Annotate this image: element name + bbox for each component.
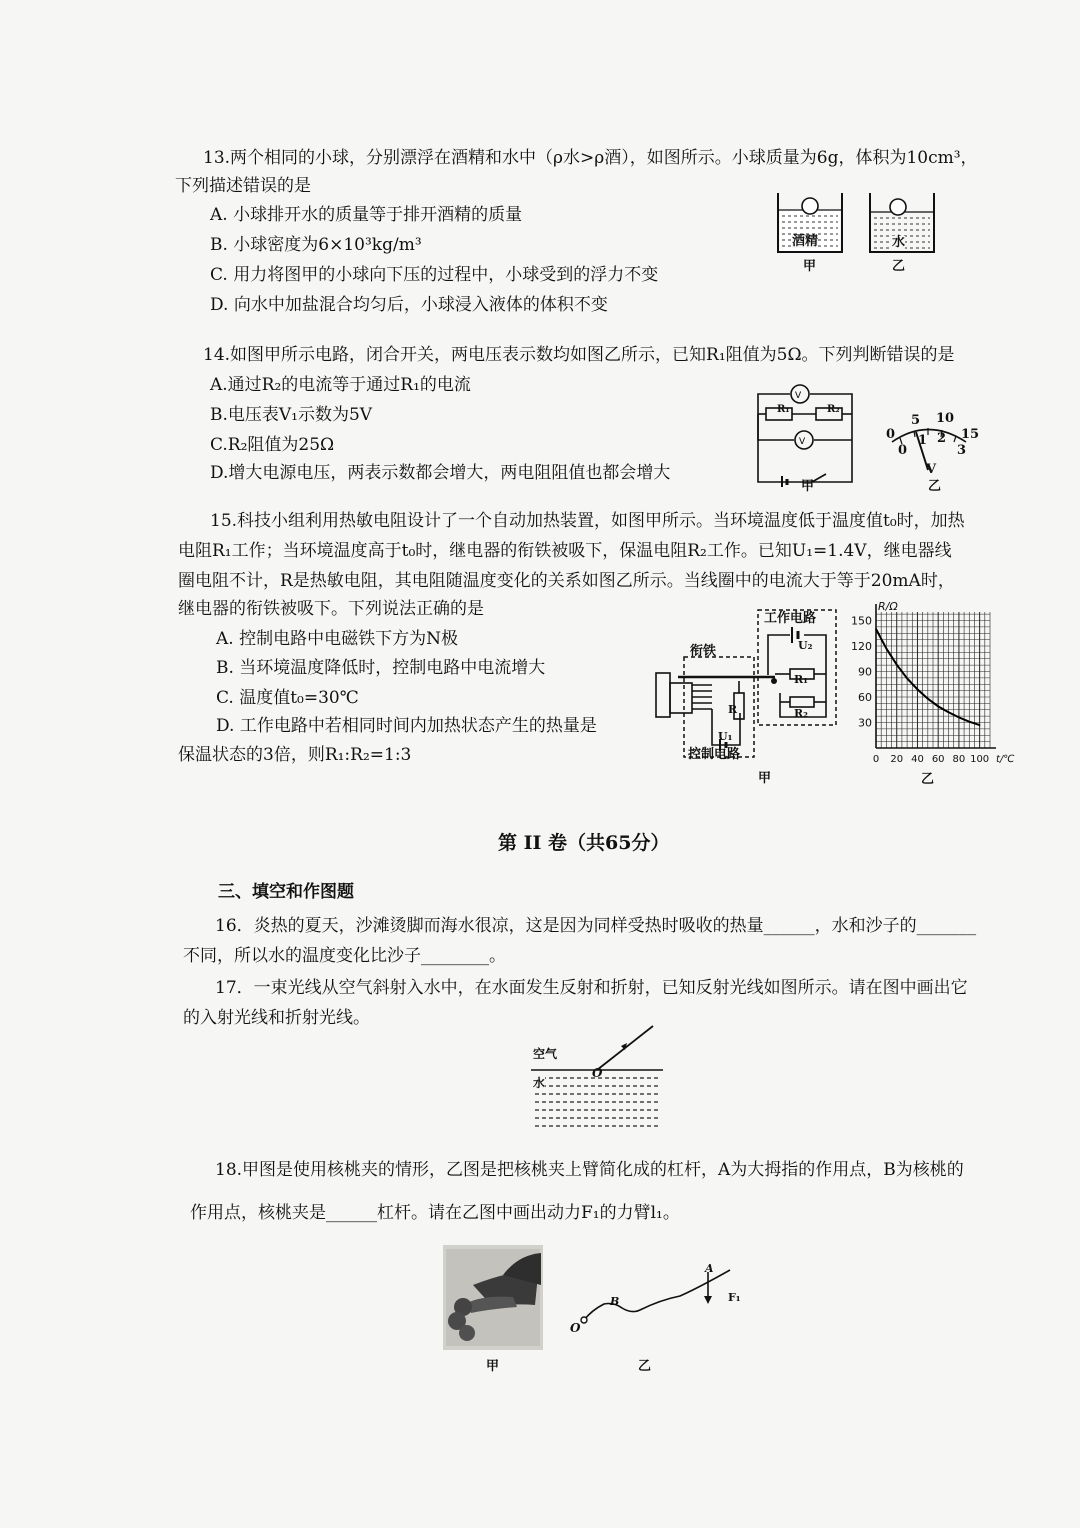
q15-r2-label: R₂ xyxy=(794,707,808,720)
chart-data-point xyxy=(906,678,908,680)
q15-option-c: C. 温度值t₀=30℃ xyxy=(216,688,359,708)
chart-x-axis-label: t/℃ xyxy=(996,754,1015,765)
q13-liquid-left-label: 酒精 xyxy=(792,234,819,249)
q15-line1: 15.科技小组利用热敏电阻设计了一个自动加热装置，如图甲所示。当环境温度低于温度值t₀时，加热 xyxy=(210,511,965,531)
q14-caption-right: 乙 xyxy=(928,479,942,494)
q16-line1: 16．炎热的夏天，沙滩烫脚而海水很凉，这是因为同样受热时吸收的热量______，水和沙子的_______ xyxy=(215,916,977,936)
q15-option-d: D. 工作电路中若相同时间内加热状态产生的热量是 xyxy=(216,716,597,736)
section-heading: 三、填空和作图题 xyxy=(218,882,354,902)
q14-r1-label: R₁ xyxy=(777,404,790,415)
chart-x-tick-label: 20 xyxy=(890,754,904,765)
chart-x-tick-label: 40 xyxy=(911,754,924,765)
q14-caption-left: 甲 xyxy=(801,479,815,494)
q14-scale-bottom-3: 3 xyxy=(957,443,967,458)
q15-caption-left: 甲 xyxy=(758,771,772,786)
q14-scale-bottom-1: 1 xyxy=(918,433,928,448)
chart-y-tick-label: 60 xyxy=(858,691,872,704)
q18-line1: 18.甲图是使用核桃夹的情形，乙图是把核桃夹上臂简化成的杠杆，A为大拇指的作用点，B为核桃的 xyxy=(215,1160,964,1180)
q14-option-c: C.R₂阻值为25Ω xyxy=(210,435,335,455)
q15-caption-right: 乙 xyxy=(921,772,935,787)
q18-pivot-o xyxy=(581,1317,587,1323)
q15-armature-label: 衔铁 xyxy=(690,644,717,659)
chart-data-point xyxy=(875,628,877,630)
chart-y-tick-label: 150 xyxy=(851,614,872,628)
chart-data-point xyxy=(979,724,981,726)
q17-line1: 17．一束光线从空气斜射入水中，在水面发生反射和折射，已知反射光线如图所示。请在图中画出它 xyxy=(215,978,968,998)
q18-b-label: B xyxy=(610,1295,620,1308)
q15-u1-label: U₁ xyxy=(718,730,733,743)
q13-ball-right xyxy=(890,199,906,215)
chart-data-point xyxy=(917,689,919,691)
q14-scale-bottom-2: 2 xyxy=(937,431,947,446)
q14-scale-top-10: 10 xyxy=(936,411,955,426)
q14-scale-bottom-0: 0 xyxy=(898,443,908,458)
q13-stem-line2: 下列描述错误的是 xyxy=(175,176,311,196)
q18-a-label: A xyxy=(705,1262,714,1275)
q14-option-b: B.电压表V₁示数为5V xyxy=(210,405,373,425)
svg-text:V: V xyxy=(799,437,806,447)
q13-option-d: D. 向水中加盐混合均匀后，小球浸入液体的体积不变 xyxy=(210,295,608,315)
chart-y-tick-label: 90 xyxy=(858,665,872,679)
q14-r2-label: R₂ xyxy=(827,404,840,415)
q15-option-b: B. 当环境温度降低时，控制电路中电流增大 xyxy=(216,658,546,678)
q18-caption-right: 乙 xyxy=(638,1359,652,1374)
q14-option-d: D.增大电源电压，两表示数都会增大，两电阻阻值也都会增大 xyxy=(210,463,671,483)
q18-o-label: O xyxy=(570,1321,581,1335)
q17-water-label: 水 xyxy=(533,1076,546,1090)
q13-caption-right: 乙 xyxy=(892,259,906,274)
q18-nutcracker-photo xyxy=(443,1245,543,1350)
q15-relay-circuit-figure xyxy=(650,605,840,765)
chart-data-point xyxy=(937,706,939,708)
chart-y-tick-label: 120 xyxy=(851,640,872,653)
q15-r-label: R xyxy=(728,703,738,716)
chart-data-point xyxy=(968,721,970,723)
q15-option-a: A. 控制电路中电磁铁下方为N极 xyxy=(216,629,458,649)
q14-dial-unit: V xyxy=(926,462,937,477)
svg-text:V: V xyxy=(795,391,802,401)
q18-caption-left: 甲 xyxy=(486,1359,500,1374)
q15-u2-label: U₂ xyxy=(798,639,813,652)
q15-line4: 继电器的衔铁被吸下。下列说法正确的是 xyxy=(178,599,484,619)
chart-data-point xyxy=(927,698,929,700)
chart-x-tick-label: 0 xyxy=(872,754,880,765)
q14-scale-top-5: 5 xyxy=(911,413,921,428)
q13-liquid-right-label: 水 xyxy=(892,235,906,250)
q17-air-label: 空气 xyxy=(533,1047,558,1061)
q15-work-circuit-label: 工作电路 xyxy=(764,611,817,626)
q13-option-b: B. 小球密度为6×10³kg/m³ xyxy=(210,235,422,255)
chart-data-point xyxy=(896,664,898,666)
q13-option-a: A. 小球排开水的质量等于排开酒精的质量 xyxy=(210,205,523,225)
q15-r1-label: R₁ xyxy=(794,673,808,686)
chart-y-tick-label: 30 xyxy=(858,716,872,730)
q15-line2: 电阻R₁工作；当环境温度高于t₀时，继电器的衔铁被吸下，保温电阻R₂工作。已知U₁=1.4V，继电器线 xyxy=(178,541,952,561)
q15-option-d-cont: 保温状态的3倍，则R₁:R₂=1:3 xyxy=(178,745,412,765)
chart-data-point xyxy=(886,648,888,650)
q14-circuit-figure xyxy=(752,382,862,487)
q18-lever-figure xyxy=(570,1258,750,1338)
chart-x-tick-label: 100 xyxy=(970,754,990,765)
q15-resistor-r2 xyxy=(790,697,814,707)
q14-option-a: A.通过R₂的电流等于通过R₁的电流 xyxy=(210,375,471,395)
q14-scale-top-15: 15 xyxy=(961,427,980,442)
q13-beakers-figure xyxy=(770,190,940,275)
chart-data-point xyxy=(958,717,960,719)
q15-control-circuit-label: 控制电路 xyxy=(688,747,741,762)
chart-data-point xyxy=(948,712,950,714)
section-title: 第 II 卷（共65分） xyxy=(498,832,670,854)
q14-switch xyxy=(812,474,826,482)
q13-option-c: C. 用力将图甲的小球向下压的过程中，小球受到的浮力不变 xyxy=(210,265,659,285)
q13-ball-left xyxy=(802,198,818,214)
q18-line2: 作用点，核桃夹是______杠杆。请在乙图中画出动力F₁的力臂l₁。 xyxy=(190,1203,680,1223)
q14-scale-top-0: 0 xyxy=(886,427,896,442)
q13-caption-left: 甲 xyxy=(803,259,817,274)
chart-x-tick-label: 80 xyxy=(952,754,966,765)
q15-resistance-temperature-chart xyxy=(840,600,1030,775)
q15-electromagnet xyxy=(656,673,670,717)
q18-f1-label: F₁ xyxy=(728,1291,741,1304)
q15-line3: 圈电阻不计，R是热敏电阻，其电阻随温度变化的关系如图乙所示。当线圈中的电流大于等于20mA时， xyxy=(178,571,955,591)
chart-y-axis-label: R/Ω xyxy=(878,600,898,613)
q17-line2: 的入射光线和折射光线。 xyxy=(183,1008,370,1028)
chart-x-tick-label: 60 xyxy=(931,754,945,765)
q14-stem: 14.如图甲所示电路，闭合开关，两电压表示数均如图乙所示，已知R₁阻值为5Ω。下列判断错误的是 xyxy=(203,345,955,365)
q13-stem-line1: 13.两个相同的小球，分别漂浮在酒精和水中（ρ水>ρ酒），如图所示。小球质量为6g，体积为10cm³， xyxy=(203,148,978,168)
q16-line2: 不同，所以水的温度变化比沙子________。 xyxy=(183,946,506,966)
q17-point-o-label: O xyxy=(592,1066,603,1080)
